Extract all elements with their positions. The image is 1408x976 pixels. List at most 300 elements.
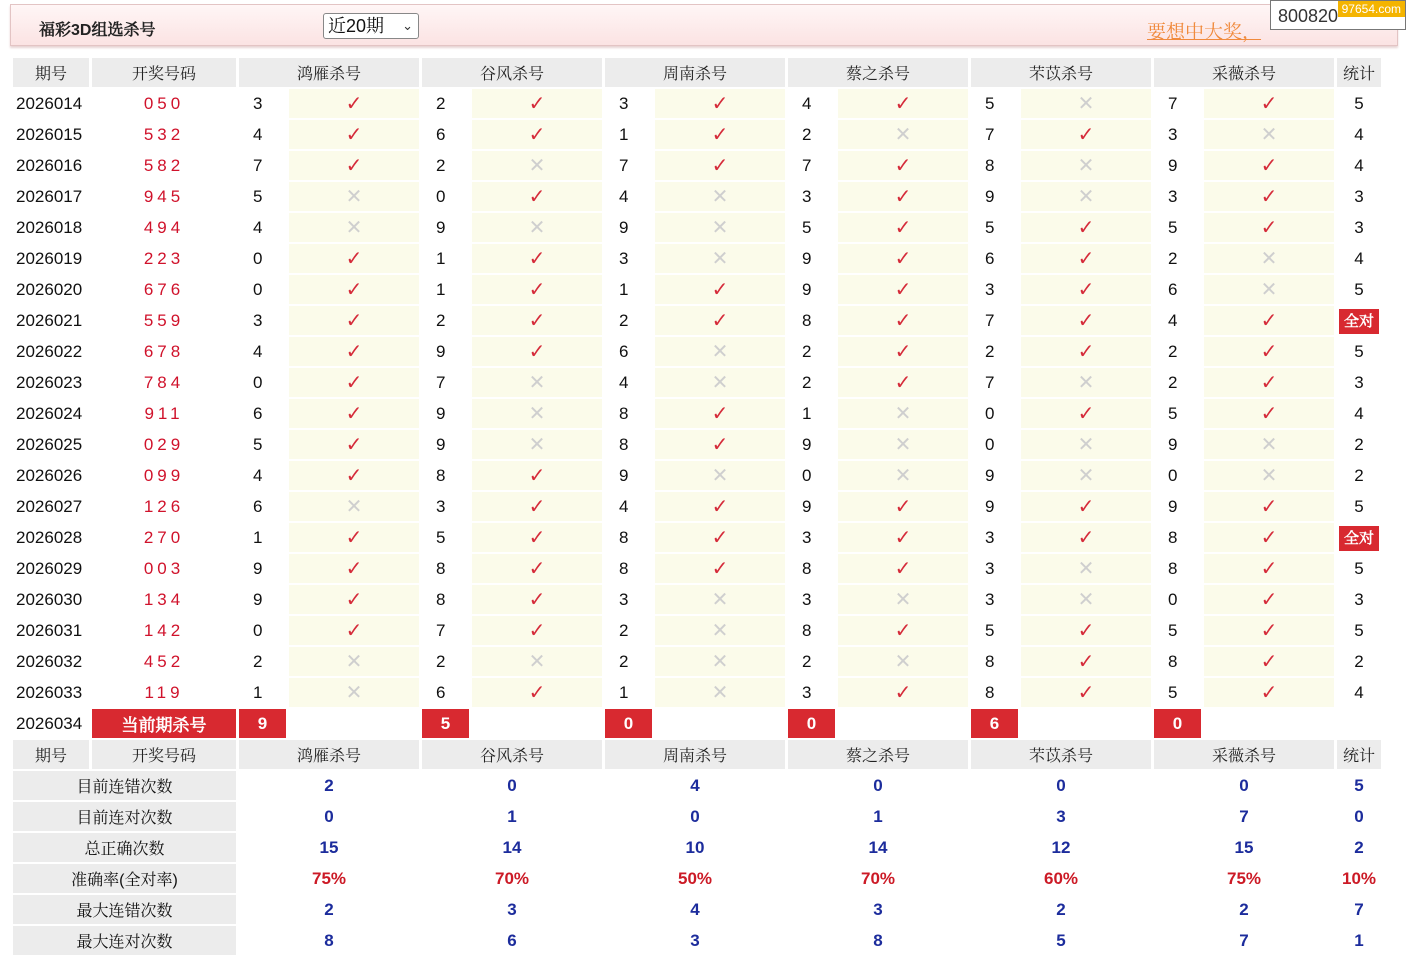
result-cell [1204,368,1334,397]
result-cell [838,461,968,490]
check-icon: ✓ [345,527,363,549]
kill-number: 3 [619,589,629,609]
kill-number: 5 [1168,620,1178,640]
result-cell [1021,368,1151,397]
issue-number: 2026016 [16,155,83,175]
kill-number: 2 [619,651,629,671]
check-icon: ✓ [528,186,546,208]
current-kill-number: 5 [422,709,469,738]
stat-label: 总正确次数 [13,833,236,862]
result-cell [838,337,968,366]
cross-icon: ✕ [1077,93,1095,115]
stat-value: 14 [868,837,888,857]
kill-number: 0 [253,248,263,268]
stat-value: 0 [873,775,883,795]
check-icon: ✓ [1077,403,1095,425]
check-icon: ✓ [345,465,363,487]
count-cell: 4 [1354,124,1364,144]
check-icon: ✓ [528,341,546,363]
issue-number: 2026019 [16,248,83,268]
check-icon: ✓ [894,620,912,642]
table-row [13,678,1381,707]
draw-number: 911 [144,403,184,423]
result-cell [1021,461,1151,490]
draw-number: 134 [143,589,185,609]
result-cell [1021,399,1151,428]
kill-number: 5 [985,93,995,113]
kill-number: 0 [985,403,995,423]
result-cell [1204,585,1334,614]
cross-icon: ✕ [711,372,729,394]
result-cell [472,585,602,614]
badge-number: 800820 [1278,6,1339,26]
result-cell [838,306,968,335]
count-cell: 3 [1354,186,1364,206]
col-header-kill: 鸿雁杀号 [239,58,419,87]
draw-number: 494 [143,217,185,237]
stat-value: 7 [1239,930,1249,950]
check-icon: ✓ [1077,279,1095,301]
result-cell [1021,151,1151,180]
check-icon: ✓ [1260,558,1278,580]
issue-number: 2026032 [16,651,83,671]
result-cell [1204,306,1334,335]
check-icon: ✓ [1077,217,1095,239]
stat-value: 14 [502,837,522,857]
kill-number: 7 [1168,93,1178,113]
cross-icon: ✕ [711,465,729,487]
period-select[interactable] [323,13,419,39]
check-icon: ✓ [711,310,729,332]
draw-number: 270 [143,527,185,547]
kill-number: 5 [1168,682,1178,702]
result-cell [838,182,968,211]
result-cell [472,213,602,242]
check-icon: ✓ [1077,310,1095,332]
result-cell [289,647,419,676]
result-cell [289,399,419,428]
table-row [13,616,1381,645]
kill-number: 4 [253,341,263,361]
result-cell [1021,585,1151,614]
kill-number: 4 [619,372,629,392]
all-correct-badge: 全对 [1339,309,1379,334]
result-cell [289,492,419,521]
table-row [13,554,1381,583]
result-cell [289,554,419,583]
current-kill-label: 当前期杀号 [92,709,236,738]
stat-value: 1 [873,806,883,826]
result-cell [655,120,785,149]
kill-number: 1 [619,124,629,144]
kill-number: 3 [802,186,812,206]
result-cell [838,368,968,397]
result-cell [655,554,785,583]
kill-number: 3 [985,589,995,609]
draw-number: 452 [143,651,185,671]
check-icon: ✓ [1077,651,1095,673]
kill-number: 8 [1168,651,1178,671]
draw-number: 559 [143,310,185,330]
count-cell: 4 [1354,403,1364,423]
stat-label: 目前连错次数 [13,771,236,800]
result-cell [472,492,602,521]
col-header-kill: 蔡之杀号 [788,58,968,87]
result-cell [838,275,968,304]
kill-number: 3 [1168,124,1178,144]
page-title: 福彩3D组选杀号 [39,22,156,39]
check-icon: ✓ [894,248,912,270]
kill-number: 8 [985,651,995,671]
current-kill-number: 9 [239,709,286,738]
kill-number: 8 [1168,527,1178,547]
empty-cell [1337,709,1381,738]
cross-icon: ✕ [1260,248,1278,270]
issue-number: 2026034 [16,713,83,733]
check-icon: ✓ [345,620,363,642]
result-cell [1204,337,1334,366]
result-cell [289,523,419,552]
cross-icon: ✕ [894,589,912,611]
cross-icon: ✕ [894,403,912,425]
stat-value: 4 [690,899,700,919]
check-icon: ✓ [1260,496,1278,518]
check-icon: ✓ [1077,248,1095,270]
result-cell [1021,523,1151,552]
stat-row [13,802,1381,831]
check-icon: ✓ [894,682,912,704]
current-kill-number: 0 [788,709,835,738]
kill-number: 9 [253,589,263,609]
count-cell: 4 [1354,155,1364,175]
col-header-kill: 芣苡杀号 [971,740,1151,769]
stat-label: 目前连对次数 [13,802,236,831]
stat-value: 4 [690,775,700,795]
issue-number: 2026025 [16,434,83,454]
result-cell [472,120,602,149]
col-header-kill: 蔡之杀号 [788,740,968,769]
kill-number: 7 [436,372,446,392]
cross-icon: ✕ [345,217,363,239]
kill-number: 7 [802,155,812,175]
check-icon: ✓ [345,372,363,394]
kill-number: 8 [619,527,629,547]
current-kill-number: 0 [1154,709,1201,738]
result-cell [838,151,968,180]
kill-number: 3 [985,279,995,299]
stat-label: 准确率(全对率) [13,864,236,893]
result-cell [289,213,419,242]
result-cell [655,337,785,366]
result-cell [289,151,419,180]
cross-icon: ✕ [528,155,546,177]
check-icon: ✓ [528,496,546,518]
kill-number: 4 [802,93,812,113]
site-badge[interactable] [1270,0,1406,30]
result-cell [472,616,602,645]
kill-number: 7 [985,310,995,330]
table-row [13,89,1381,118]
stat-value: 8 [873,930,883,950]
result-cell [838,585,968,614]
empty-cell [472,709,602,738]
kill-number: 9 [985,465,995,485]
result-cell [1021,554,1151,583]
stat-value: 70% [860,868,896,888]
table-row [13,244,1381,273]
cross-icon: ✕ [528,217,546,239]
kill-number: 2 [436,310,446,330]
kill-number: 9 [436,341,446,361]
issue-number: 2026023 [16,372,83,392]
stat-value: 2 [1239,899,1249,919]
kill-number: 9 [1168,496,1178,516]
result-cell [1204,244,1334,273]
kill-number: 1 [619,682,629,702]
result-cell [289,337,419,366]
result-cell [1204,275,1334,304]
issue-number: 2026017 [16,186,83,206]
current-kill-number: 6 [971,709,1018,738]
kill-number: 1 [436,279,446,299]
cross-icon: ✕ [528,403,546,425]
cross-icon: ✕ [711,620,729,642]
kill-number: 7 [619,155,629,175]
kill-number: 9 [802,496,812,516]
check-icon: ✓ [528,465,546,487]
kill-number: 6 [1168,279,1178,299]
result-cell [1204,461,1334,490]
count-cell: 4 [1354,682,1364,702]
cross-icon: ✕ [711,651,729,673]
kill-number: 9 [802,434,812,454]
kill-number: 5 [1168,403,1178,423]
cross-icon: ✕ [894,651,912,673]
kill-number: 2 [802,341,812,361]
result-cell [472,678,602,707]
cross-icon: ✕ [711,186,729,208]
kill-number: 6 [253,496,263,516]
stat-value: 75% [1226,868,1262,888]
kill-number: 2 [985,341,995,361]
stat-value: 3 [873,899,883,919]
count-cell: 3 [1354,217,1364,237]
col-header-kill: 芣苡杀号 [971,58,1151,87]
kill-number: 2 [619,620,629,640]
kill-number: 2 [802,372,812,392]
kill-number: 5 [253,434,263,454]
check-icon: ✓ [528,682,546,704]
kill-number: 9 [436,217,446,237]
kill-number: 1 [253,682,263,702]
kill-number: 5 [253,186,263,206]
check-icon: ✓ [894,341,912,363]
kill-number: 9 [802,279,812,299]
kill-number: 2 [802,651,812,671]
check-icon: ✓ [345,341,363,363]
result-cell [655,244,785,273]
kill-number: 3 [619,248,629,268]
count-cell [1337,306,1381,335]
count-cell: 5 [1354,341,1364,361]
stat-value: 5 [1354,775,1364,795]
stat-value: 5 [1056,930,1066,950]
draw-number: 029 [143,434,185,454]
kill-number: 4 [619,186,629,206]
result-cell [1204,182,1334,211]
stat-row [13,771,1381,800]
count-cell: 2 [1354,651,1364,671]
col-header-kill: 鸿雁杀号 [239,740,419,769]
result-cell [472,647,602,676]
kill-number: 8 [802,310,812,330]
check-icon: ✓ [345,248,363,270]
cross-icon: ✕ [345,186,363,208]
table-row [13,492,1381,521]
check-icon: ✓ [1260,620,1278,642]
result-cell [472,306,602,335]
issue-number: 2026020 [16,279,83,299]
kill-number: 1 [253,527,263,547]
kill-number: 4 [253,124,263,144]
promo-link[interactable]: 要想中大奖， [1147,22,1262,43]
cross-icon: ✕ [711,248,729,270]
kill-number: 8 [436,465,446,485]
draw-number: 003 [143,558,185,578]
draw-number: 223 [143,248,185,268]
kill-number: 2 [436,651,446,671]
stat-value: 7 [1354,899,1364,919]
check-icon: ✓ [1260,682,1278,704]
result-cell [1204,492,1334,521]
result-cell [289,616,419,645]
kill-number: 9 [619,465,629,485]
kill-number: 5 [436,527,446,547]
kill-number: 6 [253,403,263,423]
check-icon: ✓ [1260,93,1278,115]
kill-number: 5 [985,620,995,640]
check-icon: ✓ [711,279,729,301]
result-cell [289,244,419,273]
check-icon: ✓ [894,558,912,580]
result-cell [472,151,602,180]
kill-number: 6 [985,248,995,268]
result-cell [289,120,419,149]
result-cell [1021,89,1151,118]
result-cell [655,523,785,552]
stat-row [13,833,1381,862]
table-row [13,151,1381,180]
kill-number: 3 [1168,186,1178,206]
result-cell [655,213,785,242]
issue-number: 2026018 [16,217,83,237]
result-cell [472,399,602,428]
check-icon: ✓ [345,403,363,425]
check-icon: ✓ [1260,589,1278,611]
check-icon: ✓ [528,310,546,332]
check-icon: ✓ [1260,186,1278,208]
result-cell [1021,244,1151,273]
kill-number: 3 [253,310,263,330]
stat-value: 50% [677,868,713,888]
result-cell [1021,306,1151,335]
kill-number: 9 [253,558,263,578]
cross-icon: ✕ [528,651,546,673]
kill-number: 2 [1168,372,1178,392]
cross-icon: ✕ [528,372,546,394]
kill-number: 8 [802,558,812,578]
cross-icon: ✕ [711,589,729,611]
stat-value: 0 [1239,775,1249,795]
stat-value: 0 [507,775,517,795]
kill-number: 9 [436,403,446,423]
empty-cell [655,709,785,738]
result-cell [1204,120,1334,149]
result-cell [472,430,602,459]
stat-value: 75% [311,868,347,888]
issue-number: 2026029 [16,558,83,578]
result-cell [655,616,785,645]
kill-number: 3 [985,558,995,578]
issue-number: 2026030 [16,589,83,609]
stat-value: 3 [507,899,517,919]
check-icon: ✓ [711,124,729,146]
result-cell [655,492,785,521]
draw-number: 678 [143,341,185,361]
stat-value: 0 [324,806,334,826]
check-icon: ✓ [1260,155,1278,177]
check-icon: ✓ [894,93,912,115]
table-row [13,213,1381,242]
cross-icon: ✕ [1260,124,1278,146]
stat-value: 6 [507,930,517,950]
kill-number: 0 [253,620,263,640]
check-icon: ✓ [894,496,912,518]
check-icon: ✓ [711,496,729,518]
cross-icon: ✕ [894,465,912,487]
result-cell [655,461,785,490]
stat-value: 10 [685,837,705,857]
draw-number: 676 [143,279,185,299]
col-header-draw: 开奖号码 [92,740,236,769]
result-cell [1204,616,1334,645]
result-cell [838,213,968,242]
result-cell [838,554,968,583]
stat-value: 10% [1341,868,1377,888]
kill-number: 9 [802,248,812,268]
kill-number: 6 [619,341,629,361]
result-cell [1204,89,1334,118]
stat-value: 2 [324,899,334,919]
stat-value: 12 [1051,837,1071,857]
issue-number: 2026022 [16,341,83,361]
check-icon: ✓ [528,589,546,611]
stat-value: 70% [494,868,530,888]
kill-number: 3 [985,527,995,547]
draw-number: 142 [143,620,185,640]
result-cell [472,244,602,273]
kill-number: 2 [1168,341,1178,361]
check-icon: ✓ [711,155,729,177]
cross-icon: ✕ [345,651,363,673]
cross-icon: ✕ [1077,589,1095,611]
result-cell [472,461,602,490]
current-issue-row [13,709,1381,738]
check-icon: ✓ [1260,372,1278,394]
check-icon: ✓ [345,434,363,456]
draw-number: 126 [143,496,185,516]
check-icon: ✓ [1077,527,1095,549]
